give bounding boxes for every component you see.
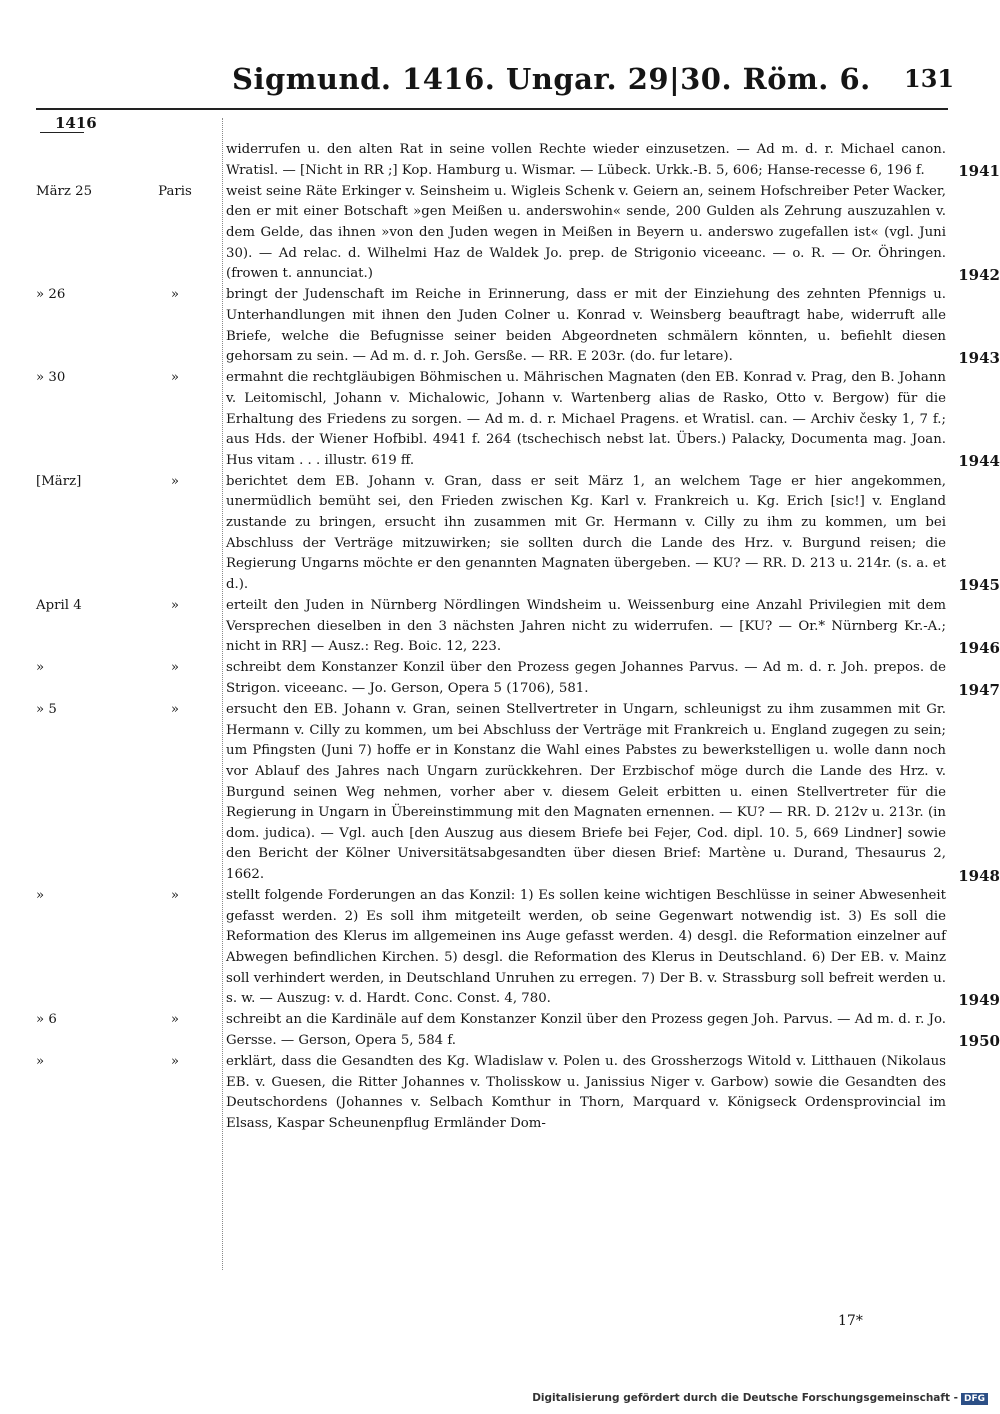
digitization-credit bbox=[532, 1392, 988, 1405]
entry-text: berichtet dem EB. Johann v. Gran, dass er seit März 1, an welchem Tage er hier angekommen, unermüdlich bemüht sei, den Frieden zwischen Kg. Karl v. Frankreich u. Kg. Erich [sic!] v. England zustande zu bringen, ersucht ihn zusammen mit Gr. Hermann v. Cilly zu ihm zu kommen, um bei Abschluss der Verträge mitzuwirken; sie sollten durch die Lande des Hrz. v. Burgund reisen; die Regierung Ungarns möchte er den genannten Magnaten übergeben. — KU? — RR. D. 213 u. 214r. (s. a. et d.). bbox=[226, 473, 946, 592]
entry-number: 1945 bbox=[958, 576, 1000, 595]
entry-place: » bbox=[170, 660, 180, 676]
regest-entry bbox=[0, 700, 1000, 886]
entry-number: 1942 bbox=[958, 265, 1000, 284]
entry-number: 1943 bbox=[958, 348, 1000, 367]
entry-text: schreibt an die Kardinäle auf dem Konstanzer Konzil über den Prozess gegen Joh. Parvus. — Ad m. d. r. Jo. Gersse. — Gerson, Opera 5, 584 f. bbox=[226, 1012, 946, 1048]
regest-entry bbox=[0, 1052, 1000, 1134]
entry-place: » bbox=[170, 370, 180, 386]
entry-text: ermahnt die rechtgläubigen Böhmischen u. Mährischen Magnaten (den EB. Konrad v. Prag, den B. Johann v. Leitomischl, Johann v. Michalowic, Johann v. Wartenberg alias de Rasko, Otto v. Bergow) für die Erhaltung des Friedens zu sorgen. — Ad m. d. r. Michael Pragens. et Wratisl. can. — Archiv česky 1, 7 f.; aus Hds. der Wiener Hofbibl. 4941 f. 264 (tschechisch nebst lat. Übers.) Palacky, Documenta mag. Joan. Hus vitam . . . illustr. 619 ff. bbox=[226, 370, 946, 468]
entry-text: schreibt dem Konstanzer Konzil über den Prozess gegen Johannes Parvus. — Ad m. d. r. Joh. prepos. de Strigon. viceeanc. — Jo. Gerson, Opera 5 (1706), 581. bbox=[226, 660, 946, 696]
year-label: 1416 bbox=[55, 114, 97, 132]
entry-text: erteilt den Juden in Nürnberg Nördlingen Windsheim u. Weissenburg eine Anzahl Privilegien mit dem Versprechen dieselben in den 3 nächsten Jahren nicht zu widerrufen. — [KU? — Or.* Nürnberg Kr.-A.; nicht in RR] — Ausz.: Reg. Boic. 12, 223. bbox=[226, 598, 946, 655]
regest-entry bbox=[0, 658, 1000, 700]
running-title: Sigmund. 1416. Ungar. 29|30. Röm. 6. bbox=[232, 62, 871, 96]
entry-text: stellt folgende Forderungen an das Konzil: 1) Es sollen keine wichtigen Beschlüsse in seiner Abwesenheit gefasst werden. 2) Es soll ihm mitgeteilt werden, ob seine Gegenwart notwendig ist. 3) Es soll die Reformation des Klerus im allgemeinen ins Auge gefasst werden. 4) desgl. die Reformation einzelner auf Abwegen befindlichen Kirchen. 5) desgl. die Reformation des Klerus in Deutschland. 6) Der EB. v. Mainz soll verhindert werden, in Deutschland Unruhen zu erregen. 7) Der B. v. Strassburg soll befreit werden u. s. w. — Auszug: v. d. Hardt. Conc. Const. 4, 780. bbox=[226, 888, 946, 1007]
entry-place: » bbox=[170, 598, 180, 614]
entry-place: Paris bbox=[158, 183, 192, 199]
regest-entry bbox=[0, 472, 1000, 596]
entry-number: 1944 bbox=[958, 452, 1000, 471]
entry-place: » bbox=[170, 888, 180, 904]
header-rule bbox=[36, 108, 948, 110]
entry-date: » bbox=[36, 1054, 45, 1070]
regest-entry bbox=[0, 140, 1000, 182]
entry-number: 1950 bbox=[958, 1032, 1000, 1051]
entry-place: » bbox=[170, 1012, 180, 1028]
regest-entry bbox=[0, 368, 1000, 472]
regest-entry bbox=[0, 285, 1000, 368]
entry-number: 1947 bbox=[958, 680, 1000, 699]
year-rule bbox=[40, 132, 84, 133]
regest-entry bbox=[0, 886, 1000, 1010]
entry-date: » 5 bbox=[36, 702, 57, 718]
entry-text: ersucht den EB. Johann v. Gran, seinen Stellvertreter in Ungarn, schleunigst zu ihm zusammen mit Gr. Hermann v. Cilly zu kommen, um bei Abschluss der Verträge mit Frankreich u. England zugegen zu sein; um Pfingsten (Juni 7) hoffe er in Konstanz die Wahl eines Pabstes zu bewerkstelligen u. wolle dann noch vor Ablauf des Jahres nach Ungarn zurückkehren. Der Erzbischof möge durch die Lande des Hrz. v. Burgund seinen Weg nehmen, vorher aber v. diesem Geleit erbitten u. einen Stellvertreter für die Regierung in Ungarn in Übereinstimmung mit den Magnaten ernennen. — KU? — RR. D. 212v u. 213r. (in dom. judica). — Vgl. auch [den Auszug aus diesem Briefe bei Fejer, Cod. dipl. 10. 5, 669 Lindner] sowie den Bericht der Kölner Universitätsabgesandten über diesen Brief: Martène u. Durand, Thesaurus 2, 1662. bbox=[226, 702, 946, 882]
entry-date: [März] bbox=[36, 473, 82, 489]
entry-date: » 26 bbox=[36, 287, 66, 303]
entry-date: » 30 bbox=[36, 370, 66, 386]
entry-date: » bbox=[36, 888, 45, 904]
entry-place: » bbox=[170, 287, 180, 303]
entry-number: 1946 bbox=[958, 638, 1000, 657]
entry-text: bringt der Judenschaft im Reiche in Erinnerung, dass er mit der Einziehung des zehnten Pfennigs u. Unterhandlungen mit ihnen den Juden Colner u. Konrad v. Weinsberg beauftragt habe, widerruft alle Briefe, welche die Befugnisse seiner beiden Abgeordneten schmälern könnten, u. befiehlt diesen gehorsam zu sein. — Ad m. d. r. Joh. Gersße. — RR. E 203r. (do. fur letare). bbox=[226, 287, 946, 365]
dfg-logo: DFG bbox=[961, 1393, 988, 1405]
entry-number: 1948 bbox=[958, 866, 1000, 885]
credit-text: Digitalisierung gefördert durch die Deutsche Forschungsgemeinschaft - bbox=[532, 1392, 958, 1404]
entry-place: » bbox=[170, 473, 180, 489]
entry-date: April 4 bbox=[36, 598, 82, 614]
entry-place: » bbox=[170, 1054, 180, 1070]
regest-list bbox=[0, 140, 1000, 1131]
signature-mark: 17* bbox=[838, 1313, 863, 1329]
entry-text: weist seine Räte Erkinger v. Seinsheim u. Wigleis Schenk v. Geiern an, seinem Hofschreiber Peter Wacker, den er mit einer Botschaft »gen Meißen u. anderswohin« sende, 200 Gulden als Zehrung auszuzahlen v. dem Gelde, das ihnen »von den Juden wegen in Meißen in Beyern u. anderswo zugefallen ist« (vgl. Juni 30). — Ad relac. d. Wilhelmi Haz de Waldek Jo. prep. de Strigonio viceeanc. — o. R. — Or. Öhringen. (frowen t. annunciat.) bbox=[226, 183, 946, 282]
entry-number: 1941 bbox=[958, 162, 1000, 181]
entry-date: » 6 bbox=[36, 1012, 57, 1028]
entry-text: erklärt, dass die Gesandten des Kg. Wladislaw v. Polen u. des Grossherzogs Witold v. Litthauen (Nikolaus EB. v. Guesen, die Ritter Johannes v. Tholisskow u. Janissius Niger v. Garbow) sowie die Gesandten des Deutschordens (Johannes v. Selbach Komthur in Thorn, Marquard v. Königseck Ordensprovincial im Elsass, Kaspar Scheunenpflug Ermländer Dom- bbox=[226, 1054, 946, 1131]
page-number: 131 bbox=[904, 64, 955, 93]
page-header bbox=[0, 62, 1000, 104]
regest-entry bbox=[0, 596, 1000, 658]
entry-place: » bbox=[170, 702, 180, 718]
entry-text: widerrufen u. den alten Rat in seine vollen Rechte wieder einzusetzen. — Ad m. d. r. Michael canon. Wratisl. — [Nicht in RR ;] Kop. Hamburg u. Wismar. — Lübeck. Urkk.-B. 5, 606; Hanse-recesse 6, 196 f. bbox=[226, 142, 946, 178]
entry-date: März 25 bbox=[36, 183, 93, 199]
entry-date: » bbox=[36, 660, 45, 676]
regest-entry bbox=[0, 182, 1000, 286]
regest-entry bbox=[0, 1010, 1000, 1052]
entry-number: 1949 bbox=[958, 990, 1000, 1009]
